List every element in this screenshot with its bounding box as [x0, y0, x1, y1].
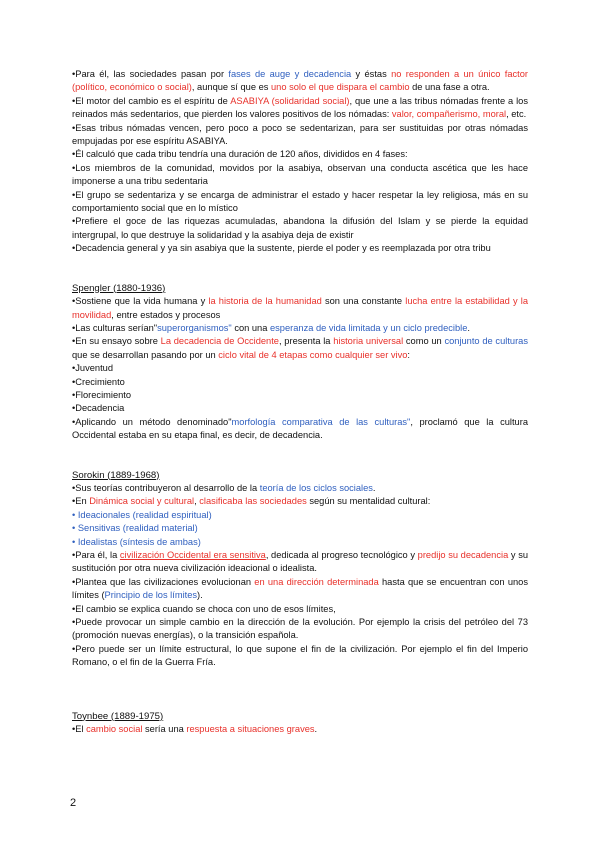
list-item: •Crecimiento	[72, 376, 125, 387]
list-item: •Decadencia	[72, 403, 125, 414]
paragraph: •Sostiene que la vida humana y la historia de la humanidad son una constante lucha entre la estabilidad y la movilidad, entre estados y procesos	[72, 296, 529, 320]
list-item: • Idealistas (síntesis de ambas)	[72, 536, 201, 547]
document-body	[72, 68, 528, 736]
list-item: • Sensitivas (realidad material)	[72, 523, 198, 534]
section-heading-sorokin: Sorokin (1889-1968)	[72, 469, 160, 481]
paragraph: •El cambio social sería una respuesta a situaciones graves.	[72, 724, 318, 735]
paragraph: •Las culturas serían"superorganismos" con una esperanza de vida limitada y un ciclo predecible.	[72, 322, 470, 333]
paragraph: •Plantea que las civilizaciones evolucionan en una dirección determinada hasta que se encuentran con unos límites (Principio de los límites).	[72, 576, 528, 601]
section-heading-toynbee: Toynbee (1889-1975)	[72, 710, 164, 722]
paragraph: •Esas tribus nómadas vencen, pero poco a poco se sedentarizan, para ser sustituidas por otras nómadas empujadas por ese espíritu ASABIYA.	[72, 122, 528, 147]
list-item: • Ideacionales (realidad espiritual)	[72, 509, 212, 520]
page-number: 2	[70, 797, 77, 809]
paragraph: •Pero puede ser un límite estructural, lo que supone el fin de la civilización. Por ejemplo el fin del Imperio Romano, o el fin de la Guerra Fría.	[72, 643, 528, 668]
paragraph: •En su ensayo sobre La decadencia de Occidente, presenta la historia universal como un conjunto de culturas que se desarrollan pasando por un ciclo vital de 4 etapas como cualquier ser vivo:	[72, 336, 528, 360]
paragraph: •Él calculó que cada tribu tendría una duración de 120 años, divididos en 4 fases:	[72, 149, 408, 160]
paragraph: •En Dinámica social y cultural, clasificaba las sociedades según su mentalidad cultural:	[72, 496, 431, 507]
paragraph: •Para él, las sociedades pasan por fases de auge y decadencia y éstas no responden a un único factor (político, económico o social), aunque sí que es uno solo el que dispara el cambio de una fase a otra.	[72, 69, 528, 93]
paragraph: •Sus teorías contribuyeron al desarrollo de la teoría de los ciclos sociales.	[72, 482, 376, 493]
list-item: •Juventud	[72, 363, 113, 374]
paragraph: •Prefiere el goce de las riquezas acumuladas, abandona la difusión del Islam y se pierde la equidad intergrupal, lo que destruye la solidaridad y la asabiya deja de existir	[72, 216, 528, 240]
paragraph: •Decadencia general y ya sin asabiya que la sustente, pierde el poder y es reemplazada por otra tribu	[72, 243, 491, 254]
paragraph: •El cambio se explica cuando se choca con uno de esos límites,	[72, 603, 336, 614]
paragraph: •El grupo se sedentariza y se encarga de administrar el estado y hacer respetar la ley religiosa, más en su comportamiento social que en lo místico	[72, 189, 528, 214]
list-item: •Florecimiento	[72, 389, 132, 400]
paragraph: •El motor del cambio es el espíritu de ASABIYA (solidaridad social), que une a las tribus nómadas frente a los reinados más sedentarios, que pierden los valores positivos de los nómadas: valor, compañerismo, moral, etc.	[72, 95, 528, 120]
paragraph: •Aplicando un método denominado"morfología comparativa de las culturas", proclamó que la cultura Occidental estaba en su etapa final, es decir, de decadencia.	[72, 416, 528, 441]
paragraph: •Para él, la civilización Occidental era sensitiva, dedicada al progreso tecnológico y predijo su decadencia y su sustitución por otra nueva civilización ideacional o idealista.	[72, 550, 529, 574]
paragraph: •Puede provocar un simple cambio en la dirección de la evolución. Por ejemplo la crisis del petróleo del 73 (promoción nuevas energías), o la transición española.	[72, 617, 528, 641]
section-heading-spengler: Spengler (1880-1936)	[72, 282, 166, 294]
paragraph: •Los miembros de la comunidad, movidos por la asabiya, observan una conducta ascética que les hace imponerse a una tribu sedentaria	[72, 162, 528, 187]
